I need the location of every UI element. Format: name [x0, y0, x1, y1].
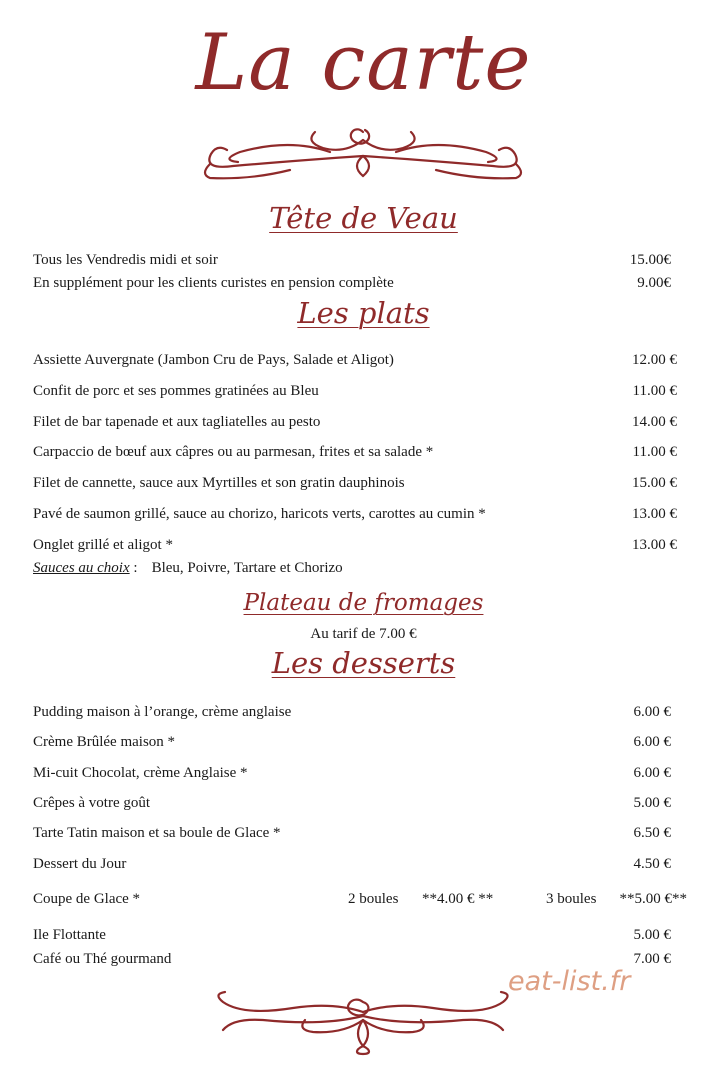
menu-title: La carte — [195, 18, 532, 108]
fromages-price-note: Au tarif de 7.00 € — [310, 626, 417, 642]
item-price: 12.00 € — [632, 352, 677, 368]
two-scoops-price: **4.00 € ** — [422, 891, 494, 907]
item-name: Pavé de saumon grillé, sauce au chorizo, haricots verts, carottes au cumin * — [33, 506, 486, 522]
item-name: Pudding maison à l’orange, crème anglaise — [33, 704, 292, 720]
menu-item — [33, 762, 677, 784]
item-name: Assiette Auvergnate (Jambon Cru de Pays, Salade et Aligot) — [33, 352, 394, 368]
item-name: Coupe de Glace * — [33, 891, 141, 907]
item-price: 14.00 € — [632, 414, 677, 430]
item-price: 15.00 € — [632, 475, 677, 491]
item-name: Crème Brûlée maison * — [33, 734, 176, 750]
bottom-ornament-icon — [0, 990, 727, 1056]
item-name: Mi-cuit Chocolat, crème Anglaise * — [33, 765, 248, 781]
item-price: 13.00 € — [632, 537, 677, 553]
item-name: En supplément pour les clients curistes en pension complète — [33, 275, 394, 291]
menu-item — [33, 441, 677, 463]
menu-item — [33, 380, 677, 402]
item-name: Filet de cannette, sauce aux Myrtilles et son gratin dauphinois — [33, 475, 405, 491]
section-heading-tete-de-veau: Tête de Veau — [269, 201, 458, 235]
menu-item — [33, 249, 677, 271]
menu-item — [33, 411, 677, 433]
item-price: 7.00 € — [633, 951, 671, 967]
sauces-label: Sauces au choix — [33, 560, 130, 576]
menu-item — [33, 503, 677, 525]
item-name: Carpaccio de bœuf aux câpres ou au parmesan, frites et sa salade * — [33, 444, 434, 460]
top-ornament-icon — [0, 122, 727, 184]
item-price: 9.00€ — [637, 275, 671, 291]
item-name: Crêpes à votre goût — [33, 795, 151, 811]
sauces-line — [33, 557, 343, 579]
menu-item — [33, 472, 677, 494]
item-price: 6.00 € — [633, 704, 671, 720]
section-heading-les-plats: Les plats — [297, 296, 430, 330]
section-heading-plateau-de-fromages: Plateau de fromages — [243, 590, 484, 616]
item-price: 6.00 € — [633, 734, 671, 750]
item-price: 5.00 € — [633, 927, 671, 943]
menu-item — [33, 731, 677, 753]
sauces-separator: : — [129, 560, 138, 576]
menu-item — [33, 272, 677, 294]
menu-item — [33, 924, 677, 946]
menu-item — [33, 349, 677, 371]
item-price: 15.00€ — [629, 252, 671, 268]
item-name: Filet de bar tapenade et aux tagliatelles au pesto — [33, 414, 321, 430]
item-price: 11.00 € — [632, 383, 677, 399]
item-price: 6.50 € — [633, 825, 671, 841]
item-price: 13.00 € — [632, 506, 677, 522]
item-name: Onglet grillé et aligot * — [33, 537, 173, 553]
item-name: Tarte Tatin maison et sa boule de Glace * — [33, 825, 281, 841]
item-price: 6.00 € — [633, 765, 671, 781]
item-name: Tous les Vendredis midi et soir — [33, 252, 218, 268]
item-price: 4.50 € — [633, 856, 671, 872]
watermark: eat-list.fr — [508, 966, 631, 997]
item-price: 5.00 € — [633, 795, 671, 811]
three-scoops-label: 3 boules — [546, 891, 597, 907]
three-scoops-price: **5.00 €** — [619, 891, 687, 907]
menu-item — [33, 534, 677, 556]
two-scoops-label: 2 boules — [348, 891, 399, 907]
item-price: 11.00 € — [632, 444, 677, 460]
menu-item — [33, 792, 677, 814]
menu-item — [33, 853, 677, 875]
item-name: Café ou Thé gourmand — [33, 951, 172, 967]
item-name: Confit de porc et ses pommes gratinées au Bleu — [33, 383, 319, 399]
section-heading-les-desserts: Les desserts — [271, 646, 456, 680]
menu-item — [33, 822, 677, 844]
sauces-list: Bleu, Poivre, Tartare et Chorizo — [151, 560, 343, 576]
menu-item-coupe-de-glace — [33, 888, 687, 910]
menu-item — [33, 701, 677, 723]
item-name: Dessert du Jour — [33, 856, 127, 872]
item-name: Ile Flottante — [33, 927, 106, 943]
